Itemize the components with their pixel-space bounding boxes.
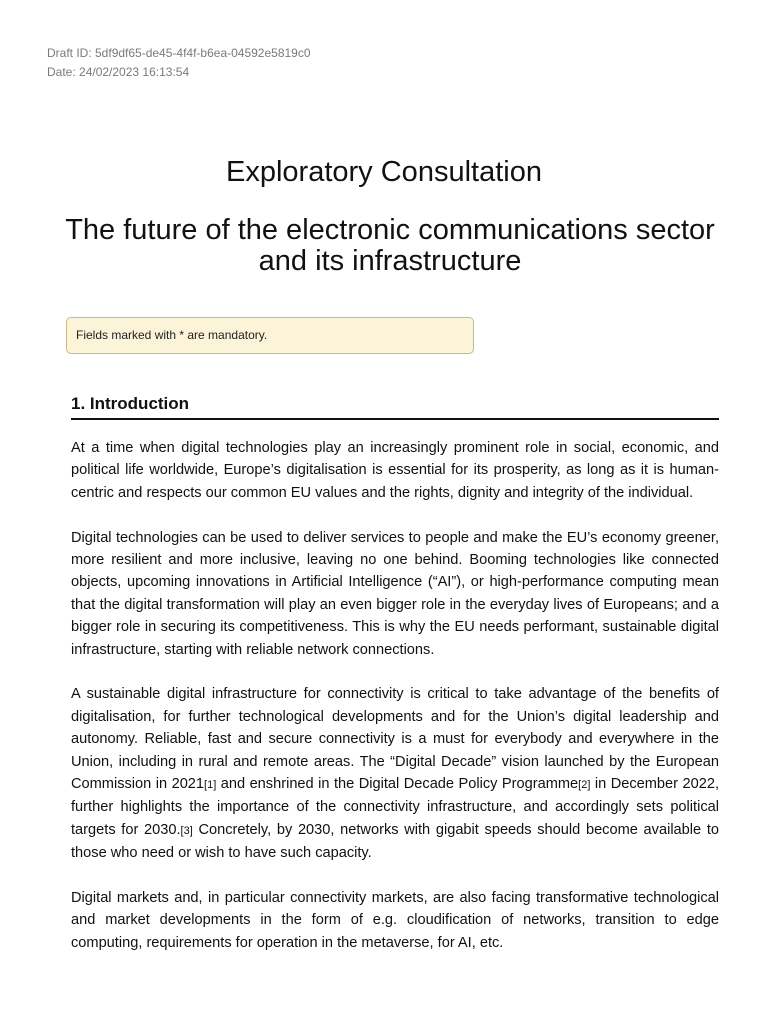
paragraph-3-text-3: in December 2022, further highlights the importance of the connectivity infrastructure, and accordingly sets political targets for 2030. xyxy=(71,776,719,838)
draft-metadata xyxy=(47,44,311,82)
section-heading: 1. Introduction xyxy=(71,394,190,413)
page-title: Exploratory Consultation xyxy=(226,156,542,188)
draft-date: Date: 24/02/2023 16:13:54 xyxy=(47,65,190,79)
paragraph-3 xyxy=(71,683,719,864)
footnote-link-1[interactable]: [1] xyxy=(204,779,217,792)
section-body xyxy=(71,437,719,977)
page-subtitle: The future of the electronic communications sector and its infrastructure xyxy=(65,214,715,277)
footnote-link-2[interactable]: [2] xyxy=(578,779,591,792)
mandatory-fields-notice: Fields marked with * are mandatory. xyxy=(66,317,474,354)
paragraph-1: At a time when digital technologies play an increasingly prominent role in social, economic, and political life worldwide, Europe’s digitalisation is essential for its prosperity, as long as it is human-centric and respects our common EU values and the rights, dignity and integrity of the individual. xyxy=(71,440,719,501)
paragraph-4: Digital markets and, in particular connectivity markets, are also facing transformative technological and market developments in the form of e.g. cloudification of networks, transition to edge computing, requirements for operation in the metaverse, for AI, etc. xyxy=(71,890,719,951)
paragraph-3-text-1: A sustainable digital infrastructure for connectivity is critical to take advantage of the benefits of digitalisation, for further technological developments and for the Union’s digital leadership and autonomy. Reliable, fast and secure connectivity is a must for everybody and everywhere in the Union, including in rural and remote areas. The “Digital Decade” vision launched by the European Commission in 2021 xyxy=(71,686,719,793)
paragraph-3-text-4: Concretely, by 2030, networks with gigabit speeds should become available to those who need or wish to have such capacity. xyxy=(71,821,719,862)
footnote-link-3[interactable]: [3] xyxy=(180,824,193,837)
section-divider xyxy=(71,418,719,420)
paragraph-2: Digital technologies can be used to deliver services to people and make the EU’s economy greener, more resilient and more inclusive, leaving no one behind. Booming technologies like connected objects, upcoming innovations in Artificial Intelligence (“AI”), or high-performance computing mean that the digital transformation will play an even bigger role in the everyday lives of Europeans; and a bigger role in securing its competitiveness. This is why the EU needs performant, sustainable digital infrastructure, starting with reliable network connections. xyxy=(71,529,719,658)
paragraph-3-text-2: and enshrined in the Digital Decade Policy Programme xyxy=(216,776,579,793)
draft-id: Draft ID: 5df9df65-de45-4f4f-b6ea-04592e5819c0 xyxy=(47,46,311,60)
